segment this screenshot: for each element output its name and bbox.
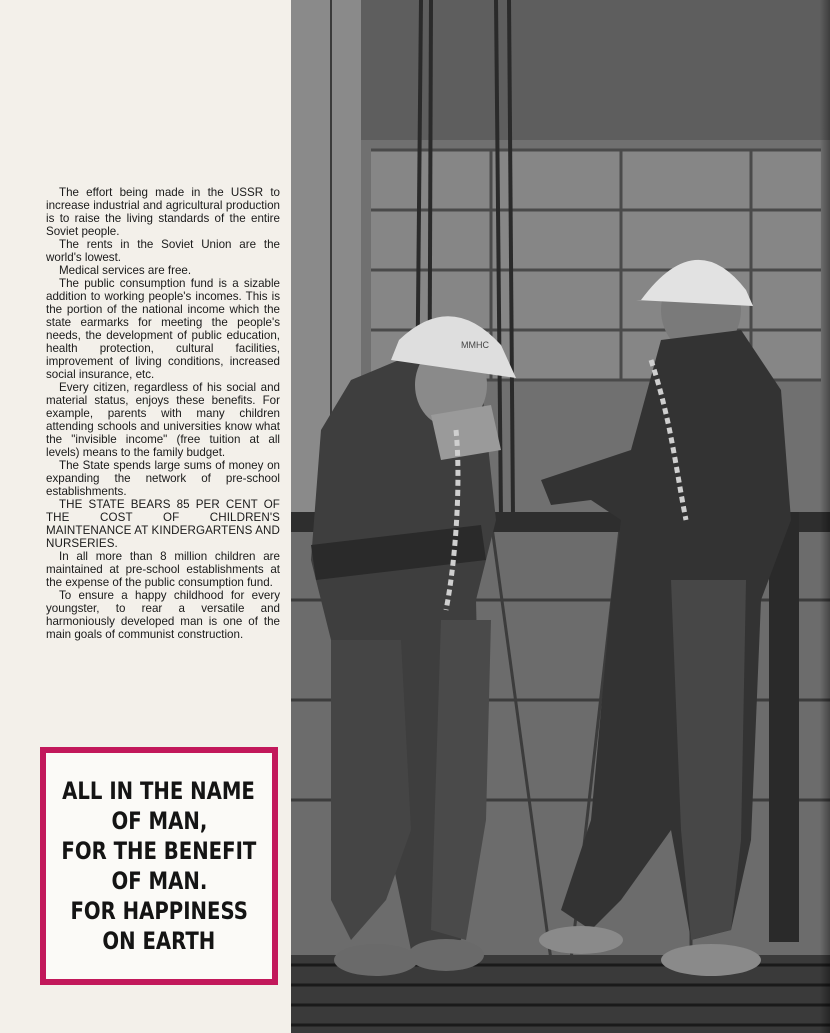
paragraph-benefits: Every citizen, regardless of his social and material status, enjoys these benefits. For example, parents with many children attending schools and universities know what the "invisible income" (free tuition at all levels) means to the family budget. (46, 381, 280, 459)
slogan-line: OF MAN. (111, 867, 207, 895)
slogan-line: OF MAN, (111, 807, 207, 835)
paragraph-consumption-fund: The public consumption fund is a sizable addition to working people's incomes. This is the portion of the national income which the state earmarks for meeting the people's needs, the development of public education, health protection, cultural facilities, improvement of living conditions, increased social insurance, etc. (46, 277, 280, 381)
helmet-marking: MMHC (461, 340, 489, 350)
workers-illustration (291, 0, 830, 1033)
paragraph-preschool: The State spends large sums of money on expanding the network of pre-school establishments. (46, 459, 280, 498)
paragraph-rents: The rents in the Soviet Union are the world's lowest. (46, 238, 280, 264)
slogan-box (40, 747, 278, 985)
slogan-line: ON EARTH (102, 927, 216, 955)
paragraph-living-standards: The effort being made in the USSR to increase industrial and agricultural production is to raise the living standards of the entire Soviet people. (46, 186, 280, 238)
paragraph-medical: Medical services are free. (59, 264, 192, 277)
slogan-line: FOR THE BENEFIT (61, 837, 257, 865)
workers-photo (291, 0, 830, 1033)
slogan-line: ALL IN THE NAME (62, 777, 256, 805)
body-text (46, 186, 280, 641)
page-edge-shadow (820, 0, 830, 1033)
paragraph-children-count: In all more than 8 million children are maintained at pre-school establishments at the expense of the public consumption fund. (46, 550, 280, 589)
paragraph-state-bears: THE STATE BEARS 85 PER CENT OF THE COST OF CHILDREN'S MAINTENANCE AT KINDERGARTENS AND NURSERIES. (46, 498, 280, 550)
slogan-line: FOR HAPPINESS (70, 897, 248, 925)
paragraph-happy-childhood: To ensure a happy childhood for every youngster, to rear a versatile and harmoniously developed man is one of the main goals of communist construction. (46, 589, 280, 641)
